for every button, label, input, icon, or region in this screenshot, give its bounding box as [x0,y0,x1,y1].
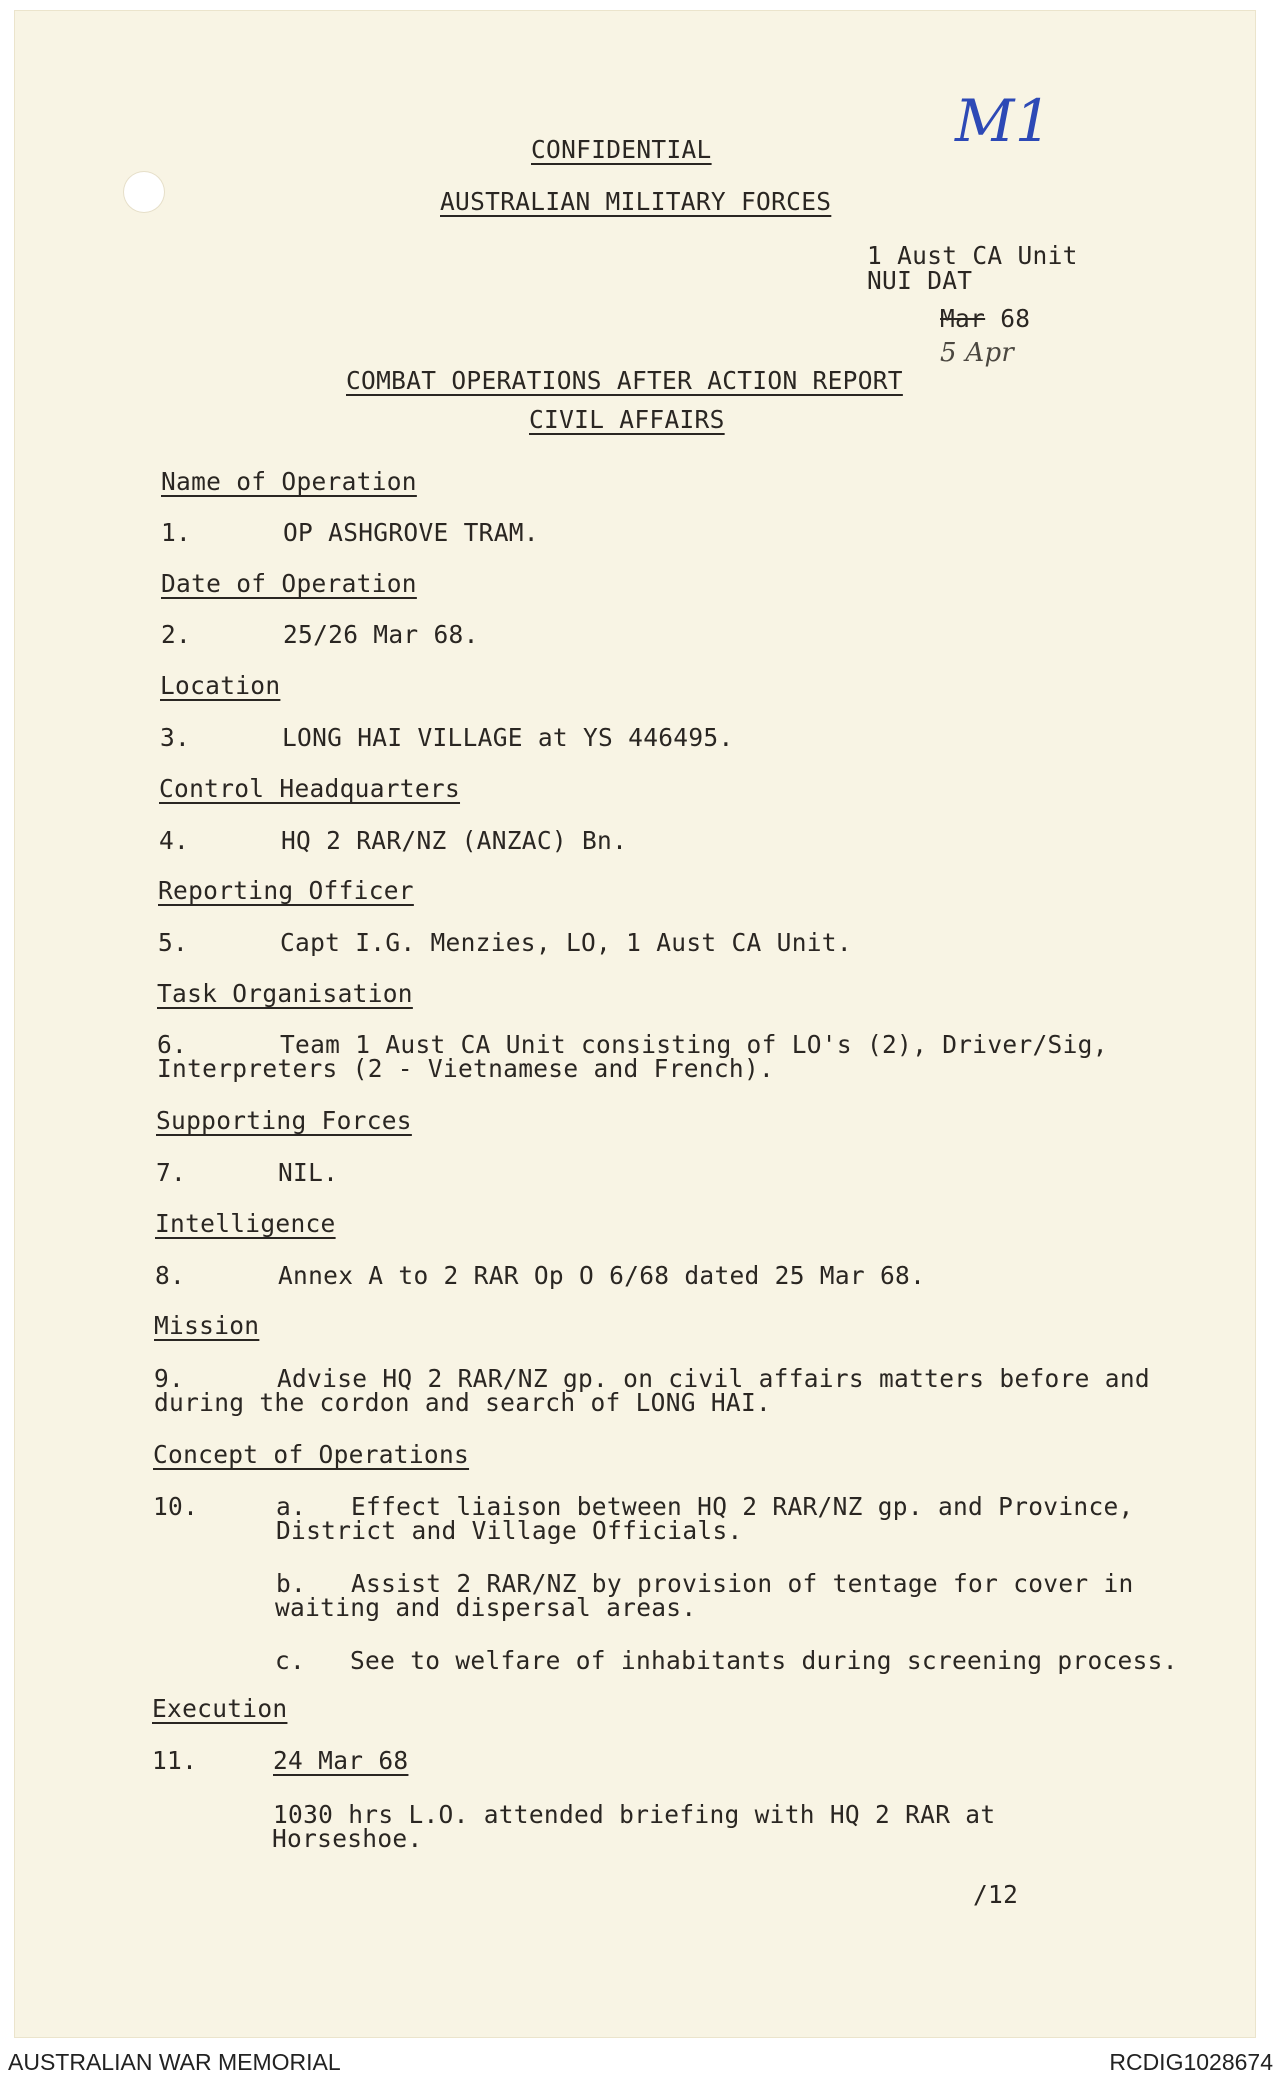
date-month-struck: Mar [940,304,986,333]
report-title: COMBAT OPERATIONS AFTER ACTION REPORT [346,366,903,395]
section-text: 25/26 Mar 68. [283,620,479,649]
report-subtitle: CIVIL AFFAIRS [529,405,725,434]
concept-item-text: Effect liaison between HQ 2 RAR/NZ gp. and Province, [351,1492,1134,1521]
concept-item-letter: a. [276,1492,307,1521]
concept-item-text: See to welfare of inhabitants during screening process. [350,1646,1178,1675]
section-number: 6. [157,1030,188,1059]
section-heading: Date of Operation [161,569,417,598]
execution-entry-continued: Horseshoe. [272,1824,423,1853]
section-heading: Reporting Officer [158,876,414,905]
classification-heading: CONFIDENTIAL [531,135,712,164]
section-text: Annex A to 2 RAR Op O 6/68 dated 25 Mar 68. [278,1261,926,1290]
section-heading: Task Organisation [157,979,413,1008]
section-text: NIL. [278,1158,339,1187]
section-number: 4. [159,826,190,855]
section-heading: Supporting Forces [156,1106,412,1135]
unit-name: 1 Aust CA Unit [867,241,1078,270]
section-number: 7. [156,1158,187,1187]
section-text: Team 1 Aust CA Unit consisting of LO's (2), Driver/Sig, [280,1030,1108,1059]
section-heading: Location [160,671,281,700]
section-text: HQ 2 RAR/NZ (ANZAC) Bn. [281,826,628,855]
section-heading: Intelligence [155,1209,336,1238]
report-date [940,306,1030,332]
concept-item-text: Assist 2 RAR/NZ by provision of tentage for cover in [351,1569,1134,1598]
date-year: 68 [1000,304,1031,333]
section-text-continued: Interpreters (2 - Vietnamese and French). [157,1054,775,1083]
section-heading: Execution [152,1694,288,1723]
concept-item-letter: b. [276,1569,307,1598]
section-number: 5. [158,928,189,957]
concept-item-text-continued: District and Village Officials. [276,1516,743,1545]
page-continuation-ref: /12 [973,1880,1019,1909]
section-text-continued: during the cordon and search of LONG HAI. [154,1388,772,1417]
execution-entry: 1030 hrs L.O. attended briefing with HQ 2 RAR at [273,1800,996,1829]
section-heading: Mission [154,1311,260,1340]
execution-date: 24 Mar 68 [273,1746,409,1775]
section-number: 1. [161,518,192,547]
section-number: 3. [160,723,191,752]
document-page [14,10,1256,2038]
punch-hole [124,172,164,212]
section-number: 11. [152,1746,198,1775]
section-text: Capt I.G. Menzies, LO, 1 Aust CA Unit. [280,928,852,957]
date-correction: 5 Apr [940,338,1015,368]
section-number: 9. [154,1364,185,1393]
forces-heading: AUSTRALIAN MILITARY FORCES [440,187,832,216]
concept-item-text-continued: waiting and dispersal areas. [275,1593,697,1622]
section-text: LONG HAI VILLAGE at YS 446495. [282,723,734,752]
section-text: OP ASHGROVE TRAM. [283,518,539,547]
section-heading: Control Headquarters [159,774,461,803]
concept-item-letter: c. [275,1646,306,1675]
archive-label: AUSTRALIAN WAR MEMORIAL [8,2049,341,2075]
section-text: Advise HQ 2 RAR/NZ gp. on civil affairs matters before and [277,1364,1150,1393]
section-number: 8. [155,1261,186,1290]
section-heading: Concept of Operations [153,1440,470,1469]
section-number: 2. [161,620,192,649]
unit-location: NUI DAT [867,266,973,295]
section-heading: Name of Operation [161,467,417,496]
section-number: 10. [153,1492,199,1521]
handwritten-reference: M1 [955,87,1052,155]
archive-id: RCDIG1028674 [1109,2049,1273,2075]
